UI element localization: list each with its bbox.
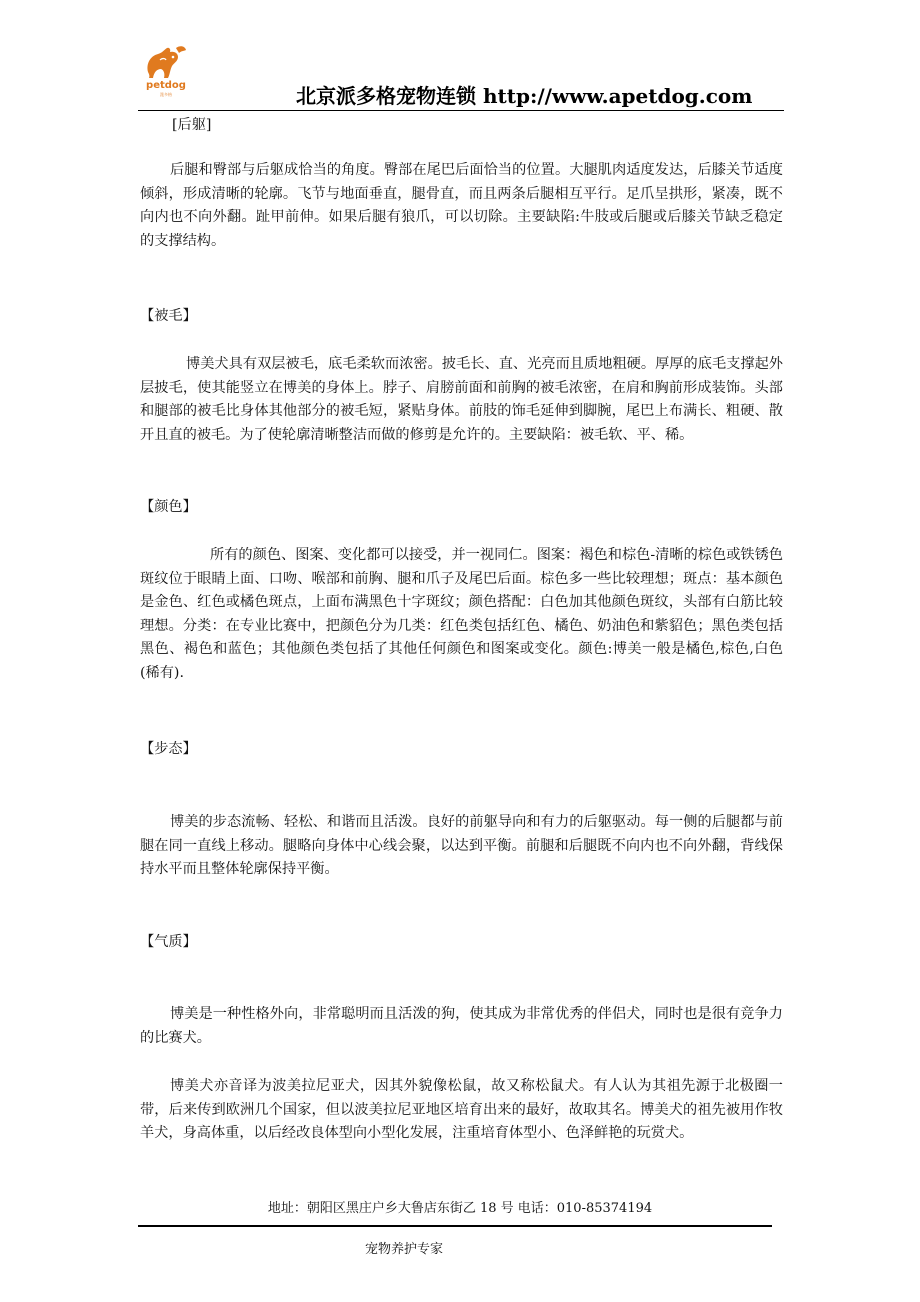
coat-heading: 【被毛】	[140, 308, 197, 324]
hindquarters-paragraph: 后腿和臀部与后躯成恰当的角度。臀部在尾巴后面恰当的位置。大腿肌肉适度发达，后膝关节适度倾斜，形成清晰的轮廓。飞节与地面垂直，腿骨直，而且两条后腿相互平行。足爪呈拱形，紧凑，既不向内也不向外翻。趾甲前伸。如果后腿有狼爪，可以切除。主要缺陷:牛肢或后腿或后膝关节缺乏稳定的支撑结构。	[140, 162, 783, 249]
website-url: http://www.apetdog.com	[482, 84, 753, 108]
gait-paragraph: 博美的步态流畅、轻松、和谐而且活泼。良好的前躯导向和有力的后躯驱动。每一侧的后腿都与前腿在同一直线上移动。腿略向身体中心线会聚，以达到平衡。前腿和后腿既不向内也不向外翻，背线保持水平而且整体轮廓保持平衡。	[140, 814, 783, 878]
color-paragraph: 所有的颜色、图案、变化都可以接受，并一视同仁。图案：褐色和棕色-清晰的棕色或铁锈色斑纹位于眼睛上面、口吻、喉部和前胸、腿和爪子及尾巴后面。棕色多一些比较理想；斑点：基本颜色是金色、红色或橘色斑点，上面布满黑色十字斑纹；颜色搭配：白色加其他颜色斑纹，头部有白筋比较理想。分类：在专业比赛中，把颜色分为几类：红色类包括红色、橘色、奶油色和紫貂色；黑色类包括黑色、褐色和蓝色；其他颜色类包括了其他任何颜色和图案或变化。颜色:博美一般是橘色,棕色,白色(稀有).	[140, 547, 783, 681]
temperament-paragraph-1: 博美是一种性格外向，非常聪明而且活泼的狗，使其成为非常优秀的伴侣犬，同时也是很有竞争力的比赛犬。	[140, 1006, 783, 1046]
temperament-paragraph-2: 博美犬亦音译为波美拉尼亚犬，因其外貌像松鼠，故又称松鼠犬。有人认为其祖先源于北极圈一带，后来传到欧洲几个国家，但以波美拉尼亚地区培育出来的最好，故取其名。博美犬的祖先被用作牧羊犬，身高体重，以后经改良体型向小型化发展，注重培育体型小、色泽鲜艳的玩赏犬。	[140, 1078, 783, 1142]
petdog-logo	[140, 42, 192, 100]
footer-address	[0, 1197, 920, 1216]
gait-heading: 【步态】	[140, 741, 197, 757]
hindquarters-heading: [后躯]	[172, 117, 212, 133]
company-name: 北京派多格宠物连锁	[296, 84, 476, 108]
logo-wordmark: petdog	[146, 80, 186, 91]
dog-silhouette-icon	[140, 42, 192, 82]
footer-tagline: 宠物养护专家	[365, 1242, 444, 1257]
header-title	[296, 80, 752, 109]
logo-subtext: 派多格	[160, 92, 172, 97]
footer-address-text: 地址：朝阳区黑庄户乡大鲁店东街乙 18 号 电话：010-85374194	[267, 1201, 653, 1216]
coat-paragraph: 博美犬具有双层被毛，底毛柔软而浓密。披毛长、直、光亮而且质地粗硬。厚厚的底毛支撑起外层披毛，使其能竖立在博美的身体上。脖子、肩膀前面和前胸的被毛浓密，在肩和胸前形成装饰。头部和腿部的被毛比身体其他部分的被毛短，紧贴身体。前肢的饰毛延伸到脚腕，尾巴上布满长、粗硬、散开且直的被毛。为了使轮廓清晰整洁而做的修剪是允许的。主要缺陷：被毛软、平、稀。	[140, 356, 783, 443]
header-divider	[138, 110, 784, 111]
footer-divider	[138, 1225, 772, 1227]
color-heading: 【颜色】	[140, 499, 197, 515]
temperament-heading: 【气质】	[140, 934, 197, 950]
